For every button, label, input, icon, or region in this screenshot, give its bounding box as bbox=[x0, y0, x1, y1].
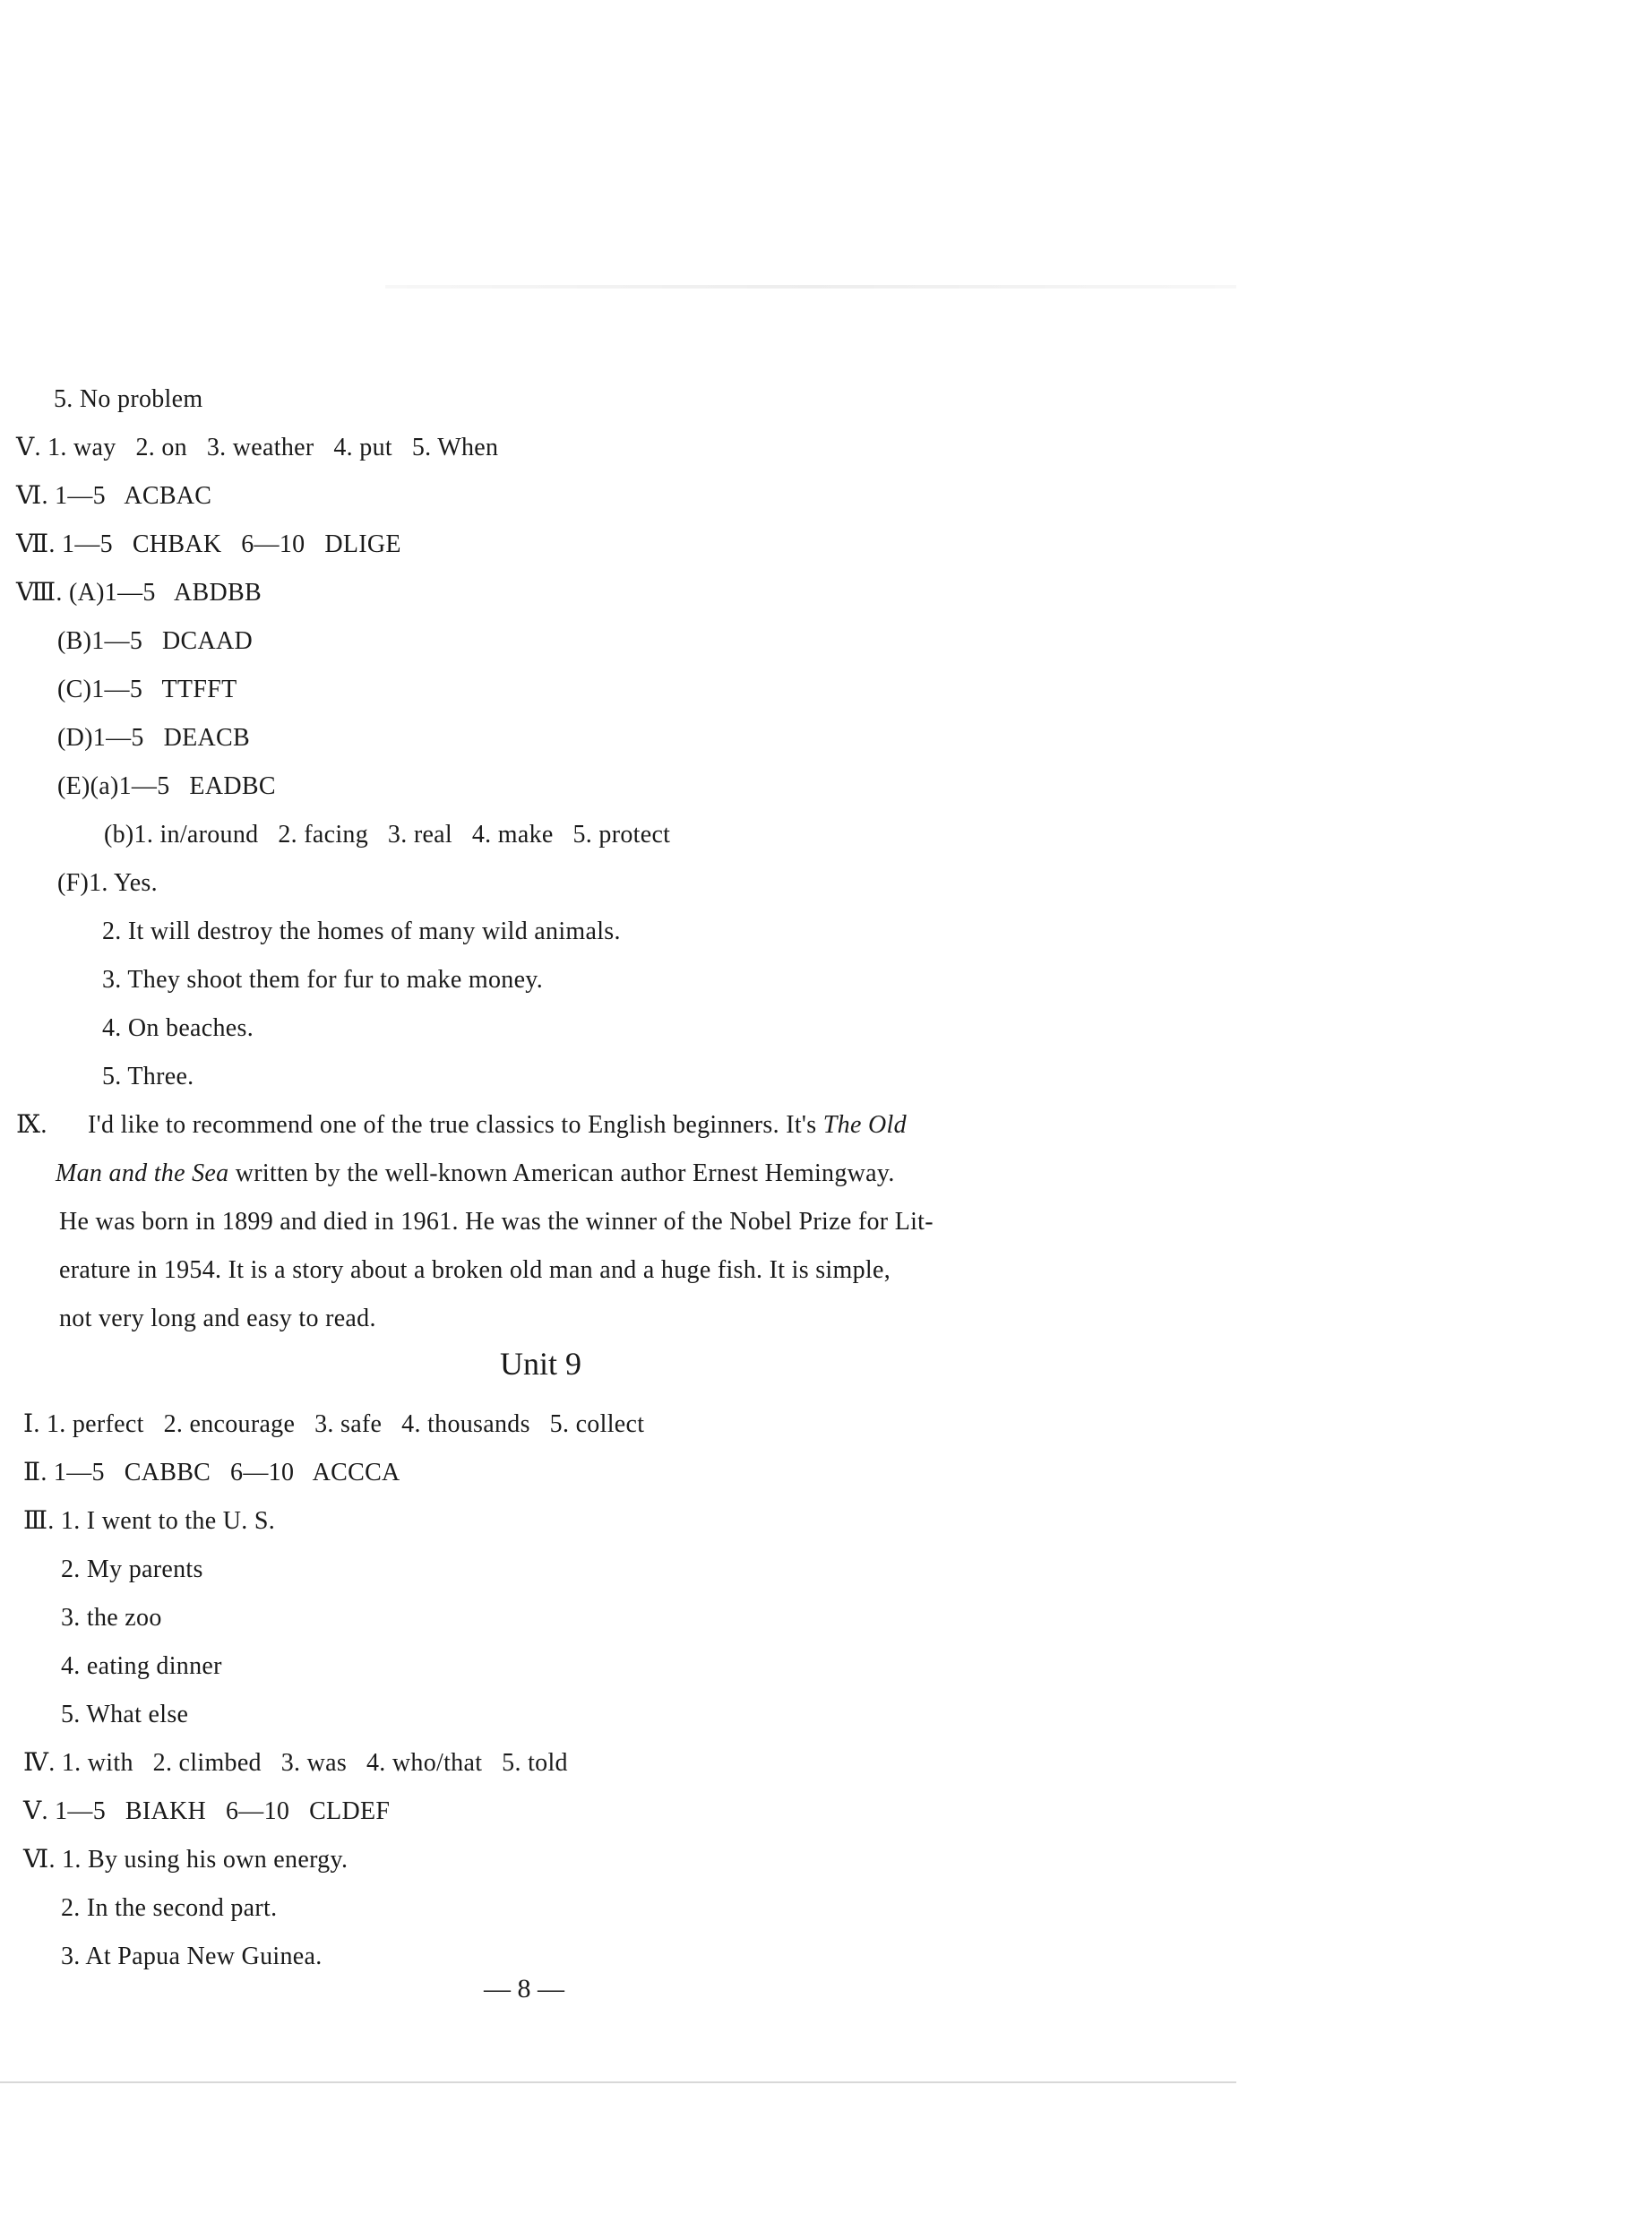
answer-line: Ⅷ. (A)1—5 ABDBB bbox=[16, 579, 262, 607]
answer-line: 2. In the second part. bbox=[61, 1894, 278, 1922]
essay-line bbox=[88, 1109, 907, 1142]
answer-line: (F)1. Yes. bbox=[57, 869, 158, 897]
answer-line: 3. the zoo bbox=[61, 1604, 162, 1632]
answer-line: Ⅴ. 1—5 BIAKH 6—10 CLDEF bbox=[23, 1797, 391, 1825]
essay-line: erature in 1954. It is a story about a broken old man and a huge fish. It is simple, bbox=[59, 1256, 891, 1284]
bleed-through-header bbox=[385, 285, 1236, 289]
page-number: — 8 — bbox=[484, 1974, 564, 2003]
answer-line: 5. No problem bbox=[54, 385, 203, 413]
answer-line: Ⅶ. 1—5 CHBAK 6—10 DLIGE bbox=[16, 530, 401, 558]
book-title-italic: The Old bbox=[822, 1111, 907, 1139]
answer-line: 4. On beaches. bbox=[102, 1014, 254, 1042]
answer-line: 5. What else bbox=[61, 1701, 189, 1728]
answer-line: 4. eating dinner bbox=[61, 1652, 222, 1680]
answer-line: Ⅳ. 1. with 2. climbed 3. was 4. who/that 5. told bbox=[23, 1749, 568, 1777]
answer-line: Ⅵ. 1. By using his own energy. bbox=[23, 1846, 348, 1874]
unit-title: Unit 9 bbox=[500, 1346, 582, 1382]
answer-line: 2. It will destroy the homes of many wild animals. bbox=[102, 918, 621, 945]
essay-text: written by the well-known American author Ernest Hemingway. bbox=[228, 1159, 895, 1187]
answer-line: (C)1—5 TTFFT bbox=[57, 676, 237, 703]
answer-line: 3. They shoot them for fur to make money. bbox=[102, 966, 544, 994]
answer-line: (E)(a)1—5 EADBC bbox=[57, 772, 276, 800]
answer-line: Ⅰ. 1. perfect 2. encourage 3. safe 4. thousands 5. collect bbox=[23, 1410, 645, 1438]
answer-line: (b)1. in/around 2. facing 3. real 4. make 5. protect bbox=[104, 821, 671, 849]
answer-line: (B)1—5 DCAAD bbox=[57, 627, 254, 655]
essay-numeral: Ⅸ. bbox=[16, 1111, 47, 1139]
answer-line: Ⅱ. 1—5 CABBC 6—10 ACCCA bbox=[23, 1459, 400, 1486]
answer-line: Ⅵ. 1—5 ACBAC bbox=[16, 482, 212, 510]
answer-line: (D)1—5 DEACB bbox=[57, 724, 250, 752]
essay-line: not very long and easy to read. bbox=[59, 1305, 376, 1332]
answer-line: 5. Three. bbox=[102, 1063, 194, 1090]
essay-line bbox=[56, 1158, 895, 1190]
answer-line: 2. My parents bbox=[61, 1555, 203, 1583]
essay-line: He was born in 1899 and died in 1961. He was the winner of the Nobel Prize for Lit- bbox=[59, 1208, 934, 1236]
book-title-italic: Man and the Sea bbox=[56, 1159, 229, 1187]
answer-line: 3. At Papua New Guinea. bbox=[61, 1943, 323, 1970]
essay-text: I'd like to recommend one of the true classics to English beginners. It's bbox=[88, 1111, 823, 1139]
answer-line: Ⅲ. 1. I went to the U. S. bbox=[23, 1507, 276, 1535]
answer-line: Ⅴ. 1. way 2. on 3. weather 4. put 5. When bbox=[16, 434, 499, 461]
bottom-rule bbox=[0, 2081, 1236, 2083]
